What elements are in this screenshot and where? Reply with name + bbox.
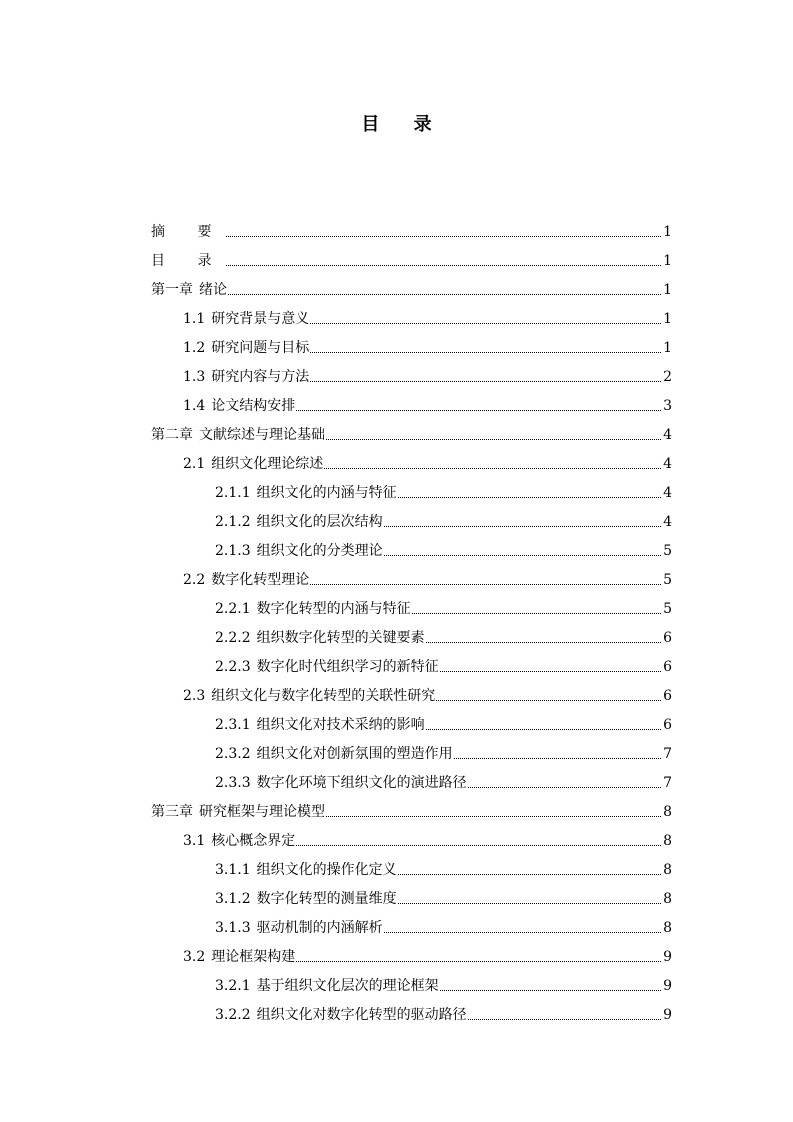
page-title: 目 录 xyxy=(361,114,446,135)
toc-entry-number: 2.3.1 xyxy=(215,716,251,733)
toc-entry-label xyxy=(215,716,425,734)
toc-entry-page-number: 6 xyxy=(663,687,672,704)
toc-entry-number: 3.1.3 xyxy=(215,919,251,936)
toc-entry-number: 2.1.3 xyxy=(215,542,251,559)
dot-leader xyxy=(454,757,661,759)
toc-entry-number: 2.1.2 xyxy=(215,513,251,530)
toc-entry-title: 数字化环境下组织文化的演进路径 xyxy=(256,774,467,791)
toc-entry-label xyxy=(151,803,325,821)
toc-entry-number: 2.2 xyxy=(183,571,206,588)
toc-entry-page-number: 4 xyxy=(663,513,672,530)
toc-entry-page-number: 1 xyxy=(663,281,672,298)
toc-entry-title: 组织文化对创新氛围的塑造作用 xyxy=(256,745,453,762)
toc-entry-label xyxy=(183,687,435,705)
toc-entry-page-number: 8 xyxy=(663,803,672,820)
toc-entry-title: 组织数字化转型的关键要素 xyxy=(256,629,425,646)
toc-entry[interactable] xyxy=(0,594,793,623)
toc-entry[interactable] xyxy=(0,681,793,710)
dot-leader xyxy=(226,235,661,237)
dot-leader xyxy=(440,670,661,672)
toc-entry-page-number: 8 xyxy=(663,890,672,907)
toc-entry-number: 第二章 xyxy=(151,426,193,443)
toc-entry-number: 2.2.3 xyxy=(215,658,251,675)
toc-entry[interactable] xyxy=(0,333,793,362)
dot-leader xyxy=(398,496,661,498)
toc-entry-page-number: 3 xyxy=(663,397,672,414)
toc-entry-label xyxy=(183,310,309,328)
toc-entry-number: 3.2.1 xyxy=(215,977,251,994)
toc-entry[interactable] xyxy=(0,362,793,391)
toc-entry-number: 2.1 xyxy=(183,455,206,472)
toc-entry-page-number: 1 xyxy=(663,252,672,269)
toc-entry-number: 2.1.1 xyxy=(215,484,251,501)
toc-entry-label xyxy=(151,223,225,241)
toc-entry[interactable] xyxy=(0,971,793,1000)
toc-entry[interactable] xyxy=(0,797,793,826)
dot-leader xyxy=(310,351,661,353)
toc-entry[interactable] xyxy=(0,942,793,971)
toc-entry-title: 绪论 xyxy=(199,281,227,298)
toc-entry-page-number: 4 xyxy=(663,484,672,501)
toc-entry-title: 目 录 xyxy=(151,252,226,269)
dot-leader xyxy=(296,960,661,962)
toc-entry-title: 理论框架构建 xyxy=(211,948,296,965)
toc-entry[interactable] xyxy=(0,565,793,594)
toc-entry-page-number: 5 xyxy=(663,542,672,559)
toc-entry-page-number: 6 xyxy=(663,716,672,733)
toc-entry[interactable] xyxy=(0,768,793,797)
toc-entry-number: 1.1 xyxy=(183,310,206,327)
toc-entry-number: 第三章 xyxy=(151,803,193,820)
toc-entry-label xyxy=(215,513,383,531)
dot-leader xyxy=(436,699,661,701)
toc-entry-label xyxy=(183,339,309,357)
toc-entry-page-number: 6 xyxy=(663,658,672,675)
toc-entry-title: 研究背景与意义 xyxy=(211,310,310,327)
toc-entry-number: 2.3.3 xyxy=(215,774,251,791)
toc-entry-title: 驱动机制的内涵解析 xyxy=(256,919,383,936)
toc-entry[interactable] xyxy=(0,304,793,333)
dot-leader xyxy=(398,902,661,904)
toc-entry-label xyxy=(215,1006,467,1024)
toc-entry[interactable] xyxy=(0,826,793,855)
toc-entry-label xyxy=(183,368,309,386)
toc-entry-title: 组织文化与数字化转型的关联性研究 xyxy=(211,687,436,704)
toc-entry[interactable] xyxy=(0,884,793,913)
toc-entry-page-number: 8 xyxy=(663,861,672,878)
toc-entry-label xyxy=(215,890,397,908)
toc-entry-page-number: 9 xyxy=(663,1006,672,1023)
toc-entry[interactable] xyxy=(0,246,793,275)
toc-entry-page-number: 6 xyxy=(663,629,672,646)
toc-entry-title: 论文结构安排 xyxy=(211,397,296,414)
toc-entry-label xyxy=(151,252,225,270)
dot-leader xyxy=(324,467,661,469)
toc-entry-label xyxy=(215,542,383,560)
toc-entry-number: 2.3.2 xyxy=(215,745,251,762)
dot-leader xyxy=(384,554,661,556)
toc-entry-title: 组织文化的分类理论 xyxy=(256,542,383,559)
toc-entry-title: 核心概念界定 xyxy=(211,832,296,849)
dot-leader xyxy=(426,728,661,730)
toc-entry-title: 组织文化的操作化定义 xyxy=(256,861,397,878)
toc-entry[interactable] xyxy=(0,739,793,768)
toc-entry[interactable] xyxy=(0,652,793,681)
toc-entry-title: 研究框架与理论模型 xyxy=(199,803,325,820)
toc-entry-page-number: 9 xyxy=(663,977,672,994)
toc-entry[interactable] xyxy=(0,478,793,507)
toc-entry-label xyxy=(215,600,411,618)
toc-entry-page-number: 4 xyxy=(663,455,672,472)
toc-entry-number: 1.4 xyxy=(183,397,206,414)
toc-entry-page-number: 1 xyxy=(663,310,672,327)
toc-entry[interactable] xyxy=(0,855,793,884)
toc-entry[interactable] xyxy=(0,217,793,246)
toc-entry-title: 组织文化对技术采纳的影响 xyxy=(256,716,425,733)
dot-leader xyxy=(326,815,661,817)
toc-entry[interactable] xyxy=(0,507,793,536)
toc-entry-title: 文献综述与理论基础 xyxy=(199,426,325,443)
toc-entry-label xyxy=(215,745,453,763)
toc-entry-number: 3.2.2 xyxy=(215,1006,251,1023)
dot-leader xyxy=(440,989,661,991)
dot-leader xyxy=(228,293,661,295)
toc-entry-label xyxy=(183,455,323,473)
toc-entry-label xyxy=(183,571,309,589)
toc-entry-label xyxy=(215,629,425,647)
toc-entry-title: 数字化转型的测量维度 xyxy=(256,890,397,907)
dot-leader xyxy=(310,380,661,382)
toc-entry-label xyxy=(215,774,467,792)
toc-entry-number: 1.2 xyxy=(183,339,206,356)
toc-entry-title: 研究问题与目标 xyxy=(211,339,310,356)
toc-entry-number: 2.2.2 xyxy=(215,629,251,646)
toc-entry[interactable] xyxy=(0,275,793,304)
toc-entry-title: 摘 要 xyxy=(151,223,226,240)
toc-entry-page-number: 5 xyxy=(663,571,672,588)
toc-entry[interactable] xyxy=(0,420,793,449)
toc-entry-number: 3.2 xyxy=(183,948,206,965)
toc-entry-label xyxy=(215,861,397,879)
toc-entry-title: 数字化转型的内涵与特征 xyxy=(256,600,411,617)
dot-leader xyxy=(384,931,661,933)
dot-leader xyxy=(412,612,661,614)
toc-entry-number: 3.1.1 xyxy=(215,861,251,878)
toc-entry-title: 组织文化理论综述 xyxy=(211,455,324,472)
toc-entry[interactable] xyxy=(0,1000,793,1029)
toc-entry-number: 第一章 xyxy=(151,281,193,298)
dot-leader xyxy=(426,641,661,643)
dot-leader xyxy=(468,786,661,788)
dot-leader xyxy=(398,873,661,875)
toc-entry-page-number: 9 xyxy=(663,948,672,965)
toc-entry-number: 2.2.1 xyxy=(215,600,251,617)
toc-entry[interactable] xyxy=(0,449,793,478)
toc-entry-label xyxy=(151,426,325,444)
toc-entry-title: 基于组织文化层次的理论框架 xyxy=(256,977,439,994)
toc-entry-label xyxy=(215,658,439,676)
toc-entry-title: 组织文化的层次结构 xyxy=(256,513,383,530)
toc-entry-label xyxy=(215,484,397,502)
toc-entry-label xyxy=(151,281,227,299)
table-of-contents xyxy=(0,217,793,1029)
toc-entry[interactable] xyxy=(0,623,793,652)
toc-entry-page-number: 7 xyxy=(663,774,672,791)
toc-entry[interactable] xyxy=(0,391,793,420)
toc-entry-page-number: 8 xyxy=(663,832,672,849)
toc-entry-number: 3.1 xyxy=(183,832,206,849)
toc-entry-page-number: 1 xyxy=(663,223,672,240)
toc-entry-label xyxy=(183,948,295,966)
toc-entry-page-number: 5 xyxy=(663,600,672,617)
dot-leader xyxy=(468,1018,661,1020)
toc-entry-label xyxy=(215,977,439,995)
toc-entry-title: 数字化转型理论 xyxy=(211,571,310,588)
toc-entry[interactable] xyxy=(0,710,793,739)
dot-leader xyxy=(384,525,661,527)
toc-entry-label xyxy=(183,832,295,850)
dot-leader xyxy=(310,322,661,324)
dot-leader xyxy=(326,438,661,440)
toc-entry-title: 数字化时代组织学习的新特征 xyxy=(256,658,439,675)
toc-entry-label xyxy=(215,919,383,937)
toc-entry-page-number: 8 xyxy=(663,919,672,936)
toc-entry-title: 组织文化对数字化转型的驱动路径 xyxy=(256,1006,467,1023)
toc-entry[interactable] xyxy=(0,536,793,565)
toc-entry-page-number: 1 xyxy=(663,339,672,356)
toc-entry-page-number: 7 xyxy=(663,745,672,762)
toc-entry-title: 组织文化的内涵与特征 xyxy=(256,484,397,501)
toc-entry-label xyxy=(183,397,295,415)
dot-leader xyxy=(226,264,661,266)
dot-leader xyxy=(296,409,661,411)
toc-entry-page-number: 2 xyxy=(663,368,672,385)
toc-entry-title: 研究内容与方法 xyxy=(211,368,310,385)
toc-entry-number: 1.3 xyxy=(183,368,206,385)
toc-entry-number: 2.3 xyxy=(183,687,206,704)
dot-leader xyxy=(296,844,661,846)
toc-entry-page-number: 4 xyxy=(663,426,672,443)
toc-entry[interactable] xyxy=(0,913,793,942)
dot-leader xyxy=(310,583,661,585)
toc-entry-number: 3.1.2 xyxy=(215,890,251,907)
